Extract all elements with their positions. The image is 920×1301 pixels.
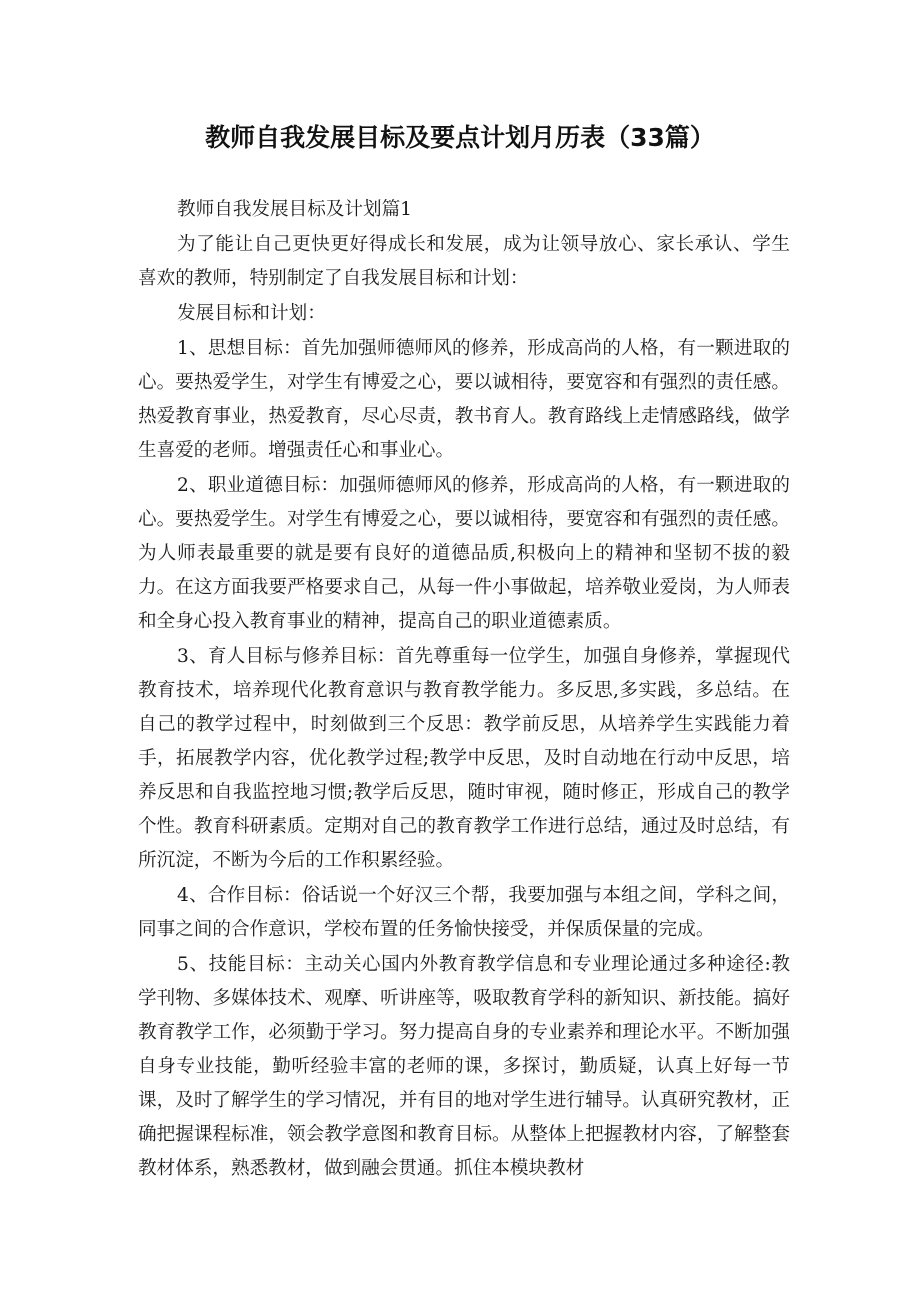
paragraph-education-goal: 3、育人目标与修养目标：首先尊重每一位学生，加强自身修养，掌握现代教育技术，培养现代化教育意识与教育教学能力。多反思,多实践，多总结。在自己的教学过程中，时刻做到三个反思：教学前反思，从培养学生实践能力着手，拓展教学内容，优化教学过程;教学中反思，及时自动地在行动中反思，培养反思和自我监控地习惯;教学后反思，随时审视，随时修正，形成自己的教学个性。教育科研素质。定期对自己的教育教学工作进行总结，通过及时总结，有所沉淀，不断为今后的工作积累经验。 xyxy=(138,646,790,871)
paragraph-skill-goal: 5、技能目标：主动关心国内外教育教学信息和专业理论通过多种途径:教学刊物、多媒体技术、观摩、听讲座等，吸取教育学科的新知识、新技能。搞好教育教学工作，必须勤于学习。努力提高自身的专业素养和理论水平。不断加强自身专业技能，勤听经验丰富的老师的课，多探讨，勤质疑，认真上好每一节课，及时了解学生的学习情况，并有目的地对学生进行辅导。认真研究教材，正确把握课程标准，领会教学意图和教育目标。从整体上把握教材内容，了解整套教材体系，熟悉教材，做到融会贯通。抓住本模块教材 xyxy=(138,954,790,1179)
paragraph-intro: 为了能让自己更快更好得成长和发展，成为让领导放心、家长承认、学生喜欢的教师，特别制定了自我发展目标和计划： xyxy=(138,234,790,289)
paragraph-thought-goal: 1、思想目标：首先加强师德师风的修养，形成高尚的人格，有一颗进取的心。要热爱学生，对学生有博爱之心，要以诚相待，要宽容和有强烈的责任感。热爱教育事业，热爱教育，尽心尽责，教书育人。教育路线上走情感路线，做学生喜爱的老师。增强责任心和事业心。 xyxy=(138,338,790,461)
paragraph-ethics-goal: 2、职业道德目标：加强师德师风的修养，形成高尚的人格，有一颗进取的心。要热爱学生。对学生有博爱之心，要以诚相待，要宽容和有强烈的责任感。为人师表最重要的就是要有良好的道德品质,积极向上的精神和坚韧不拔的毅力。在这方面我要严格要求自己，从每一件小事做起，培养敬业爱岗，为人师表和全身心投入教育事业的精神，提高自己的职业道德素质。 xyxy=(138,475,790,632)
section-heading: 教师自我发展目标及计划篇1 xyxy=(177,199,413,220)
document-title: 教师自我发展目标及要点计划月历表（33篇） xyxy=(205,123,715,152)
paragraph-cooperation-goal: 4、合作目标：俗话说一个好汉三个帮，我要加强与本组之间，学科之间，同事之间的合作意识，学校布置的任务愉快接受，并保质保量的完成。 xyxy=(138,885,790,940)
document-body xyxy=(138,193,790,1187)
paragraph-goals-label: 发展目标和计划： xyxy=(177,303,326,324)
